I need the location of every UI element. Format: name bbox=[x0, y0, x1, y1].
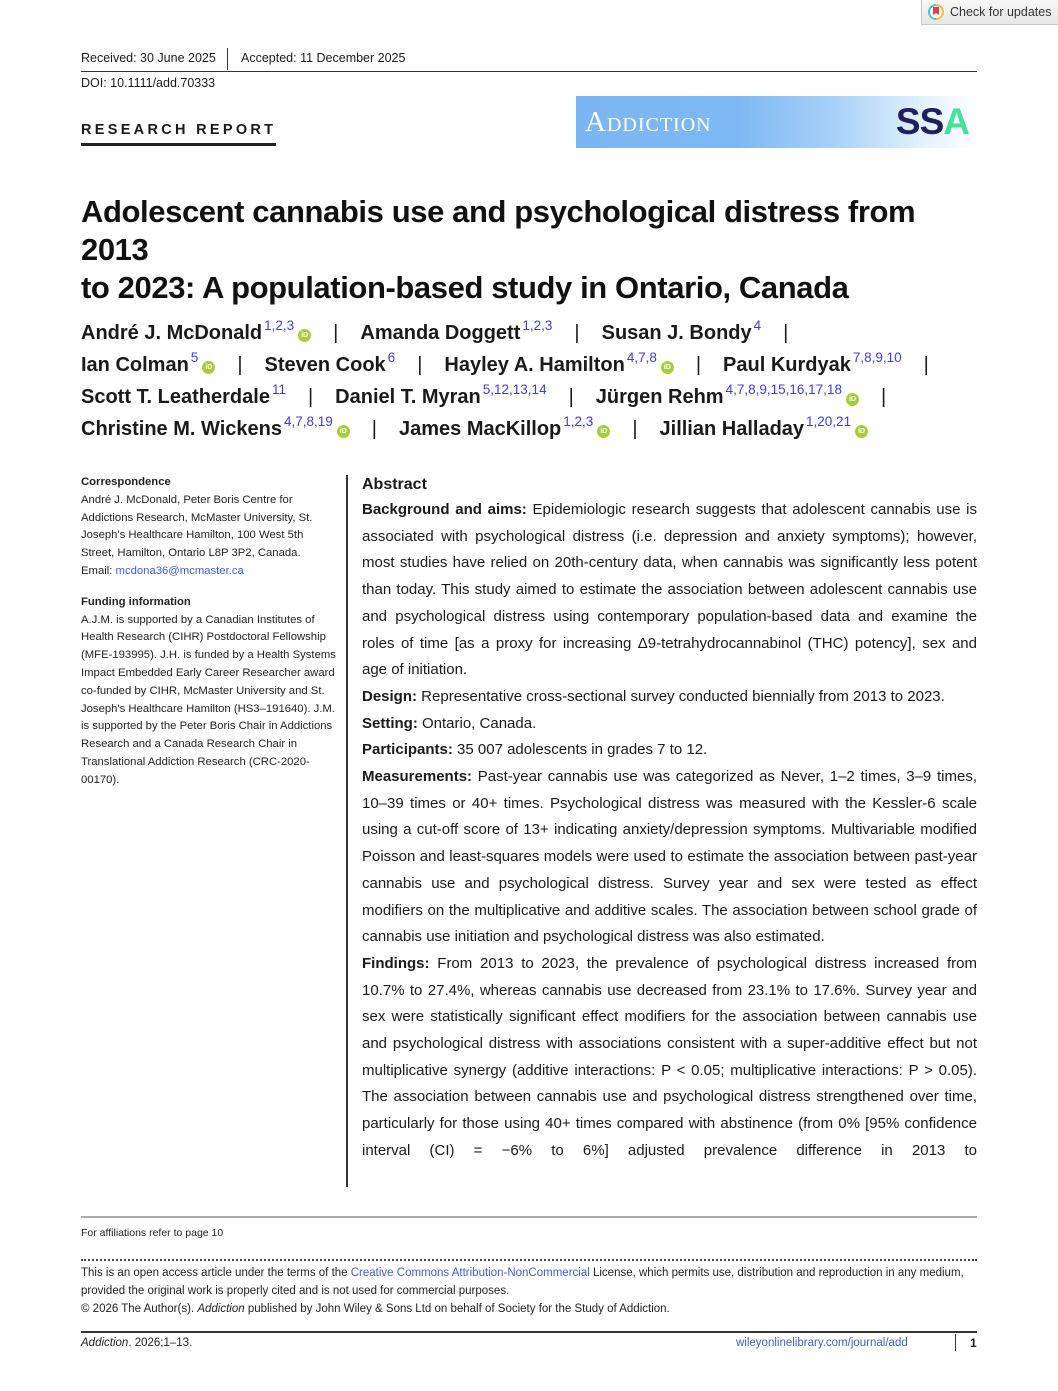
author-name: Jürgen Rehm bbox=[595, 386, 724, 408]
license-link[interactable]: Creative Commons Attribution-NonCommercial bbox=[350, 1267, 590, 1279]
author-name: Paul Kurdyak bbox=[723, 354, 851, 376]
funding-heading: Funding information bbox=[81, 595, 191, 608]
author-name: James MacKillop bbox=[398, 418, 562, 440]
author-affiliations[interactable]: 11 bbox=[271, 382, 286, 397]
author-affiliations[interactable]: 1,2,3 bbox=[522, 318, 553, 333]
author-list bbox=[81, 310, 991, 438]
author[interactable] bbox=[601, 318, 762, 344]
author-separator: | bbox=[695, 354, 702, 376]
abstract bbox=[362, 473, 977, 1165]
date-separator bbox=[227, 48, 228, 70]
author[interactable] bbox=[335, 382, 547, 408]
author-separator: | bbox=[307, 386, 314, 408]
author-separator: | bbox=[333, 322, 339, 344]
abstract-section bbox=[362, 497, 977, 684]
author-separator: | bbox=[880, 386, 887, 408]
orcid-icon[interactable]: iD bbox=[298, 329, 311, 342]
license-text: This is an open access article under the terms of the bbox=[81, 1267, 351, 1279]
column-divider bbox=[346, 475, 348, 1187]
orcid-icon[interactable]: iD bbox=[661, 361, 674, 374]
license-notice bbox=[81, 1265, 981, 1318]
funding-text: A.J.M. is supported by a Canadian Institutes of Health Research (CIHR) Postdoctoral Fellowship (MFE-193995). J.H. is funded by a Health Systems Impact Embedded Early Career Researcher award co-funded by CIHR, McMaster University and St. Joseph's Healthcare Hamilton (HS3–191640). J.M. is supported by the Peter Boris Chair in Addictions Research and a Canada Research Chair in Translational Addiction Research (CRC-2020-00170). bbox=[81, 613, 336, 786]
author-name: Ian Colman bbox=[81, 354, 189, 376]
author-affiliations[interactable]: 1,2,3 bbox=[264, 318, 295, 333]
journal-banner bbox=[576, 96, 977, 148]
check-for-updates-button[interactable] bbox=[921, 0, 1058, 25]
sidebar-info bbox=[81, 474, 336, 803]
correspondence-text: André J. McDonald, Peter Boris Centre for Addictions Research, McMaster University, St. Joseph's Healthcare Hamilton, 100 West 5th Street, Hamilton, Ontario L8P 3P2, Canada. bbox=[81, 493, 313, 560]
ssa-logo bbox=[896, 101, 969, 143]
author-affiliations[interactable]: 5,12,13,14 bbox=[482, 382, 547, 397]
bottom-rule bbox=[81, 1331, 977, 1333]
abstract-section bbox=[362, 764, 977, 951]
orcid-icon[interactable]: iD bbox=[202, 361, 215, 374]
journal-citation-rest: . 2026;1–13. bbox=[128, 1337, 193, 1349]
abstract-section-label: Background and aims: bbox=[362, 501, 527, 518]
copyright-journal: Addiction bbox=[197, 1302, 245, 1315]
article-type: RESEARCH REPORT bbox=[81, 122, 276, 146]
author[interactable] bbox=[444, 350, 673, 376]
article-title-line: Adolescent cannabis use and psychological distress from 2013 bbox=[81, 194, 916, 267]
author[interactable] bbox=[81, 350, 215, 376]
author[interactable] bbox=[723, 350, 902, 376]
abstract-section-label: Setting: bbox=[362, 714, 418, 732]
journal-logo: Addiction bbox=[585, 106, 712, 138]
author-line bbox=[81, 342, 991, 374]
abstract-section bbox=[362, 684, 977, 711]
page-number: 1 bbox=[970, 1336, 977, 1350]
author-separator: | bbox=[783, 322, 789, 344]
orcid-icon[interactable]: iD bbox=[337, 425, 350, 438]
orcid-icon[interactable]: iD bbox=[855, 425, 868, 438]
abstract-section-text: 35 007 adolescents in grades 7 to 12. bbox=[452, 741, 708, 759]
journal-citation-name: Addiction bbox=[81, 1337, 129, 1349]
correspondence-heading: Correspondence bbox=[81, 476, 171, 488]
author-affiliations[interactable]: 1,20,21 bbox=[806, 414, 852, 429]
abstract-section-label: Participants: bbox=[362, 741, 453, 759]
author-name: Jillian Halladay bbox=[659, 418, 805, 440]
author-affiliations[interactable]: 7,8,9,10 bbox=[852, 350, 902, 365]
email-link[interactable]: mcdona36@mcmaster.ca bbox=[115, 564, 244, 577]
author-affiliations[interactable]: 5 bbox=[190, 350, 199, 365]
license-text: License, which permits use, distribution and reproduction in any medium, provided the original work is properly cited and is not used for commercial purposes. bbox=[81, 1267, 964, 1297]
author-line bbox=[81, 374, 991, 406]
author-affiliations[interactable]: 4,7,8,19 bbox=[283, 414, 333, 429]
abstract-section-text: Epidemiologic research suggests that adolescent cannabis use is associated with psychological distress (i.e. depression and anxiety symptoms); however, most studies have relied on 20th-century data, when cannabis was significantly less potent than today. This study aimed to estimate the association between adolescent cannabis use and psychological distress using contemporary population-based data and examine the roles of time [as a proxy for increasing Δ9-tetrahydrocannabinol (THC) potency], sex and age of initiation. bbox=[362, 501, 977, 679]
author[interactable] bbox=[81, 414, 350, 440]
correspondence-block bbox=[81, 492, 336, 581]
affiliations-note: For affiliations refer to page 10 bbox=[81, 1227, 224, 1239]
orcid-icon[interactable]: iD bbox=[597, 425, 610, 438]
author-affiliations[interactable]: 4,7,8 bbox=[626, 350, 657, 365]
ssa-logo-a: A bbox=[943, 101, 969, 142]
author-separator: | bbox=[417, 354, 423, 376]
author-line bbox=[81, 310, 991, 342]
author-separator: | bbox=[568, 386, 574, 408]
article-dates bbox=[81, 48, 977, 72]
orcid-icon[interactable]: iD bbox=[846, 393, 859, 406]
crossmark-icon bbox=[928, 4, 944, 20]
abstract-section bbox=[362, 711, 977, 738]
author-name: Susan J. Bondy bbox=[601, 322, 752, 344]
author[interactable] bbox=[81, 318, 311, 344]
page-separator bbox=[955, 1334, 956, 1351]
email-label: Email: bbox=[81, 564, 116, 577]
author[interactable] bbox=[659, 414, 869, 440]
author-line bbox=[81, 406, 991, 438]
author-name: Steven Cook bbox=[264, 354, 386, 376]
author-affiliations[interactable]: 1,2,3 bbox=[563, 414, 594, 429]
author-name: André J. McDonald bbox=[81, 322, 263, 344]
author-separator: | bbox=[371, 418, 377, 440]
abstract-section-text: Past-year cannabis use was categorized as Never, 1–2 times, 3–9 times, 10–39 times or 40+ times. Psychological distress was measured with the Kessler-6 scale using a cut-off score of 13+ indicating anxiety/depression symptoms. Multivariable modified Poisson and least-squares models were used to estimate the association between past-year cannabis use and psychological distress. Survey year and sex were tested as effect modifiers on the multiplicative and additive scales. The association between school grade of cannabis use initiation and psychological distress was also estimated. bbox=[362, 768, 977, 946]
abstract-section bbox=[362, 737, 977, 764]
check-for-updates-label: Check for updates bbox=[950, 5, 1052, 19]
doi[interactable]: DOI: 10.1111/add.70333 bbox=[81, 76, 216, 90]
dotted-divider bbox=[81, 1259, 977, 1261]
author-affiliations[interactable]: 4 bbox=[753, 318, 762, 333]
footnote-rule bbox=[81, 1216, 977, 1218]
accepted-date: Accepted: 11 December 2025 bbox=[241, 51, 406, 65]
abstract-section-text: Representative cross-sectional survey conducted biennially from 2013 to 2023. bbox=[417, 687, 945, 705]
author[interactable] bbox=[398, 414, 610, 440]
received-date: Received: 30 June 2025 bbox=[81, 51, 216, 65]
abstract-section-label: Design: bbox=[362, 687, 418, 705]
abstract-section bbox=[362, 951, 977, 1165]
copyright-text: © 2026 The Author(s). bbox=[81, 1302, 198, 1315]
author-name: Daniel T. Myran bbox=[335, 386, 481, 408]
author-name: Christine M. Wickens bbox=[81, 418, 282, 440]
author[interactable] bbox=[360, 318, 553, 344]
journal-citation bbox=[81, 1337, 192, 1349]
author-affiliations[interactable]: 4,7,8,9,15,16,17,18 bbox=[725, 382, 842, 397]
abstract-heading: Abstract bbox=[362, 476, 427, 493]
author-separator: | bbox=[574, 322, 580, 344]
author-affiliations[interactable]: 6 bbox=[387, 350, 396, 365]
author-separator: | bbox=[923, 354, 929, 376]
author-name: Scott T. Leatherdale bbox=[81, 386, 270, 408]
author[interactable] bbox=[264, 350, 396, 376]
abstract-section-label: Findings: bbox=[362, 954, 430, 972]
journal-site-link[interactable]: wileyonlinelibrary.com/journal/add bbox=[736, 1337, 908, 1349]
author-separator: | bbox=[632, 418, 638, 440]
author-separator: | bbox=[237, 354, 243, 376]
abstract-section-text: From 2013 to 2023, the prevalence of psychological distress increased from 10.7% to 27.4%, whereas cannabis use decreased from 23.1% to 17.6%. Survey year and sex were statistically significant effect modifiers for the association between cannabis use and psychological distress with associations consistent with a super-additive effect but not multiplicative synergy (additive interactions: P < 0.05; multiplicative interactions: P > 0.05). The association between cannabis use and psychological distress strengthened over time, particularly for those using 40+ times compared with abstinence (from 0% [95% confidence interval (CI) = −6% to 6%] adjusted prevalence difference in 2013 to bbox=[362, 954, 977, 1159]
copyright-text: published by John Wiley & Sons Ltd on behalf of Society for the Study of Addiction. bbox=[244, 1302, 670, 1315]
author-name: Amanda Doggett bbox=[360, 322, 521, 344]
abstract-section-text: Ontario, Canada. bbox=[417, 714, 537, 732]
abstract-section-label: Measurements: bbox=[362, 768, 473, 786]
article-title bbox=[81, 193, 981, 307]
author[interactable] bbox=[595, 382, 859, 408]
ssa-logo-ss: SS bbox=[895, 101, 944, 142]
author-name: Hayley A. Hamilton bbox=[444, 354, 625, 376]
author[interactable] bbox=[81, 382, 286, 408]
article-title-line: to 2023: A population-based study in Ontario, Canada bbox=[81, 270, 849, 305]
